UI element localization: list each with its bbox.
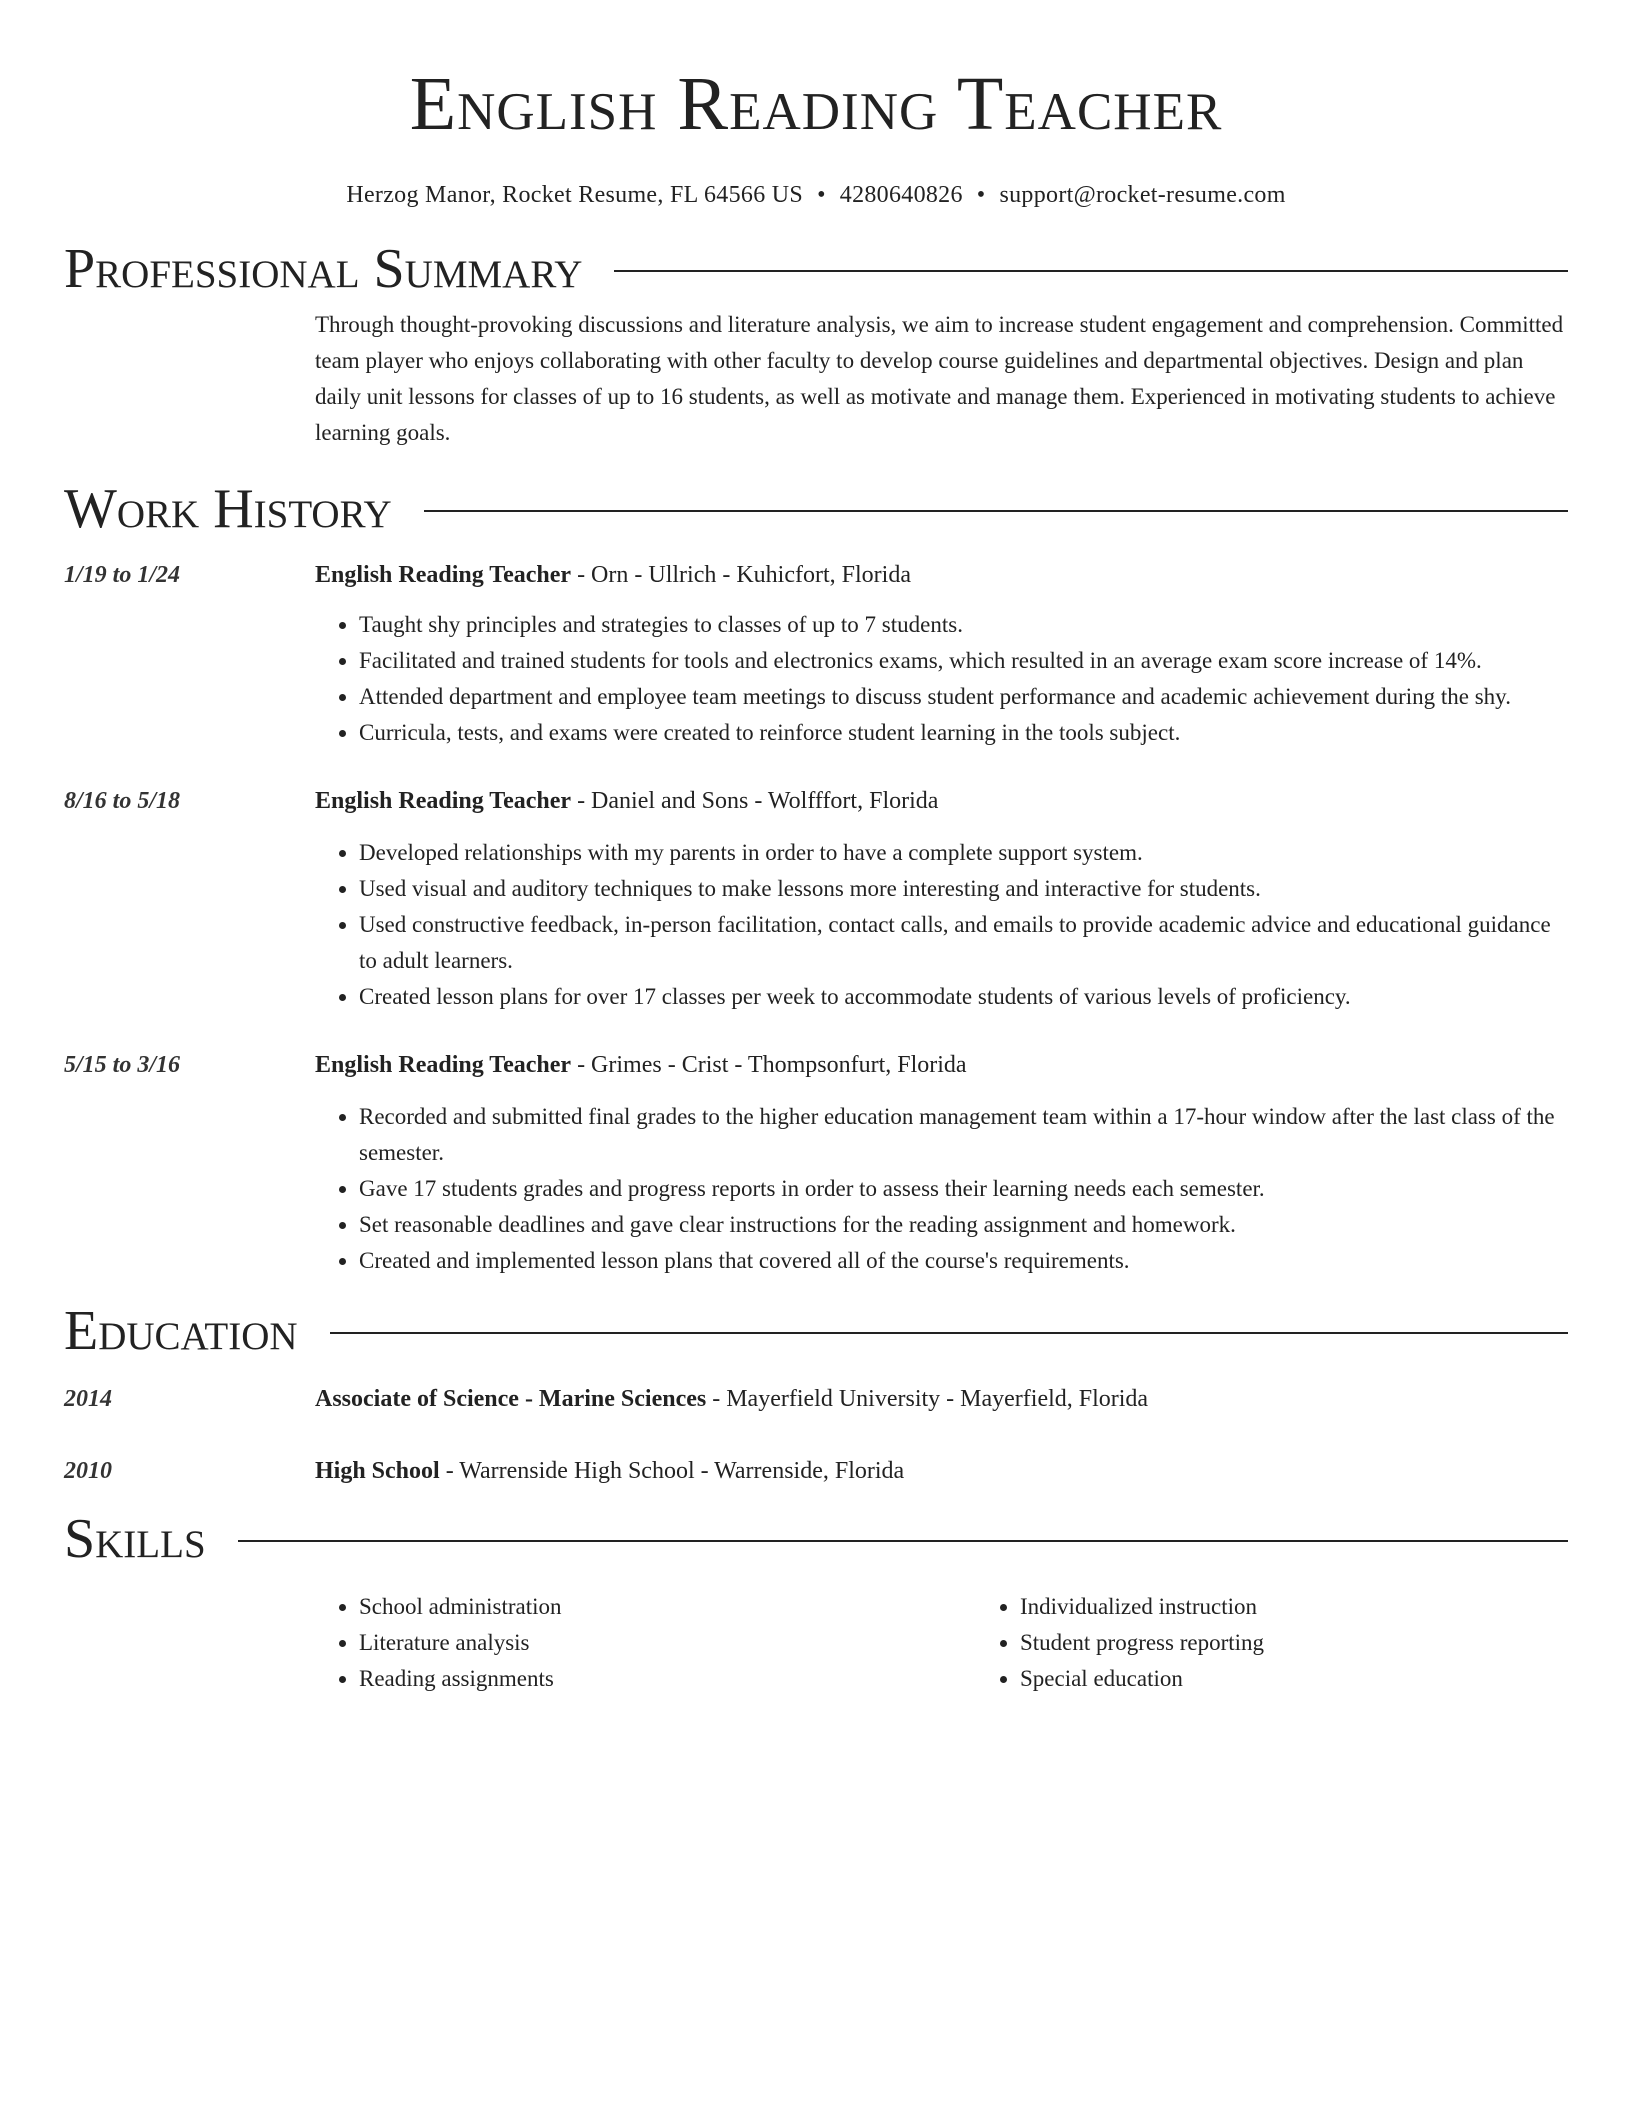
job-bullet: • Curricula, tests, and exams were created to reinforce student learning in the tools subject.	[359, 715, 1568, 751]
job-title-line	[315, 1049, 1568, 1081]
education-entry	[64, 1383, 1568, 1415]
candidate-name: English Reading Teacher	[409, 62, 1223, 146]
job-bullet: • Gave 17 students grades and progress reports in order to assess their learning needs each semester.	[359, 1171, 1568, 1207]
work-history-heading-title: Work History	[64, 478, 392, 540]
job-employer-location: - Orn - Ullrich - Kuhicfort, Florida	[571, 562, 911, 588]
summary-row	[64, 299, 1568, 451]
job-content	[315, 1049, 1568, 1279]
contact-email: support@rocket-resume.com	[999, 182, 1286, 208]
skills-section-heading	[64, 1509, 1568, 1569]
section-divider	[614, 270, 1568, 272]
summary-heading-title: Professional Summary	[64, 238, 583, 300]
job-bullet: • Developed relationships with my parents in order to have a complete support system.	[359, 835, 1568, 871]
skills-spacer	[64, 1589, 315, 1697]
job-entry	[64, 1049, 1568, 1279]
job-entry	[64, 785, 1568, 1015]
skill-item: • Literature analysis	[359, 1625, 976, 1661]
summary-spacer	[64, 299, 315, 451]
section-divider	[424, 510, 1568, 512]
education-details-line	[315, 1455, 1568, 1487]
education-year: 2014	[64, 1386, 112, 1412]
education-details-line	[315, 1383, 1568, 1415]
education-entry	[64, 1455, 1568, 1487]
job-title: English Reading Teacher	[315, 562, 572, 588]
work-history-section-heading	[64, 479, 1568, 539]
job-bullets	[315, 835, 1568, 1015]
skills-list-right	[976, 1589, 1632, 1697]
job-bullet: • Attended department and employee team meetings to discuss student performance and academic achievement during the shy.	[359, 679, 1568, 715]
job-employer-location: - Grimes - Crist - Thompsonfurt, Florida	[571, 1052, 967, 1078]
job-title: English Reading Teacher	[315, 788, 572, 814]
job-bullet: • Used constructive feedback, in-person facilitation, contact calls, and emails to provide academic advice and educational guidance to adult learners.	[359, 907, 1568, 979]
education-heading-title: Education	[64, 1300, 298, 1362]
job-title-line	[315, 559, 1568, 591]
section-divider	[238, 1540, 1568, 1542]
contact-phone: 4280640826	[839, 182, 963, 208]
job-title: English Reading Teacher	[315, 1052, 572, 1078]
resume-page	[64, 0, 1568, 1697]
education-school-location: - Warrenside High School - Warrenside, Florida	[439, 1458, 905, 1484]
education-section-heading	[64, 1301, 1568, 1361]
education-year: 2010	[64, 1458, 112, 1484]
skill-item: • School administration	[359, 1589, 976, 1625]
job-content	[315, 785, 1568, 1015]
skill-item: • Individualized instruction	[1020, 1589, 1632, 1625]
contact-address: Herzog Manor, Rocket Resume, FL 64566 US	[346, 182, 804, 208]
contact-separator: •	[817, 182, 826, 208]
contact-separator: •	[976, 182, 986, 208]
education-degree: Associate of Science - Marine Sciences	[315, 1386, 707, 1412]
contact-line	[64, 182, 1568, 209]
job-bullet: • Created and implemented lesson plans that covered all of the course's requirements.	[359, 1243, 1568, 1279]
skill-item: • Reading assignments	[359, 1661, 976, 1697]
skill-item: • Special education	[1020, 1661, 1632, 1697]
summary-text: Through thought-provoking discussions and literature analysis, we aim to increase student engagement and comprehension. Committed team player who enjoys collaborating with other faculty to develop course guidelines and departmental objectives. Design and plan daily unit lessons for classes of up to 16 students, as well as motivate and manage them. Experienced in motivating students to achieve learning goals.	[315, 312, 1564, 445]
job-bullet: • Used visual and auditory techniques to make lessons more interesting and interactive for students.	[359, 871, 1568, 907]
skills-row	[64, 1589, 1568, 1697]
job-bullets	[315, 607, 1568, 751]
section-divider	[330, 1332, 1568, 1334]
skills-list-left	[315, 1589, 976, 1697]
job-bullets	[315, 1099, 1568, 1279]
education-degree: High School	[315, 1458, 440, 1484]
job-bullet: • Recorded and submitted final grades to the higher education management team within a 17-hour window after the last class of the semester.	[359, 1099, 1568, 1171]
skill-item: • Student progress reporting	[1020, 1625, 1632, 1661]
job-dates: 8/16 to 5/18	[64, 788, 181, 814]
job-bullet: • Set reasonable deadlines and gave clear instructions for the reading assignment and homework.	[359, 1207, 1568, 1243]
job-employer-location: - Daniel and Sons - Wolfffort, Florida	[571, 788, 939, 814]
job-bullet: • Taught shy principles and strategies to classes of up to 7 students.	[359, 607, 1568, 643]
job-content	[315, 559, 1568, 751]
job-bullet: • Created lesson plans for over 17 classes per week to accommodate students of various levels of proficiency.	[359, 979, 1568, 1015]
job-title-line	[315, 785, 1568, 817]
summary-section-heading	[64, 239, 1568, 299]
skills-grid	[315, 1589, 1632, 1697]
job-bullet: • Facilitated and trained students for tools and electronics exams, which resulted in an average exam score increase of 14%.	[359, 643, 1568, 679]
job-dates: 1/19 to 1/24	[64, 562, 181, 588]
education-school-location: - Mayerfield University - Mayerfield, Florida	[706, 1386, 1149, 1412]
job-entry	[64, 559, 1568, 751]
skills-heading-title: Skills	[64, 1508, 206, 1570]
job-dates: 5/15 to 3/16	[64, 1052, 181, 1078]
